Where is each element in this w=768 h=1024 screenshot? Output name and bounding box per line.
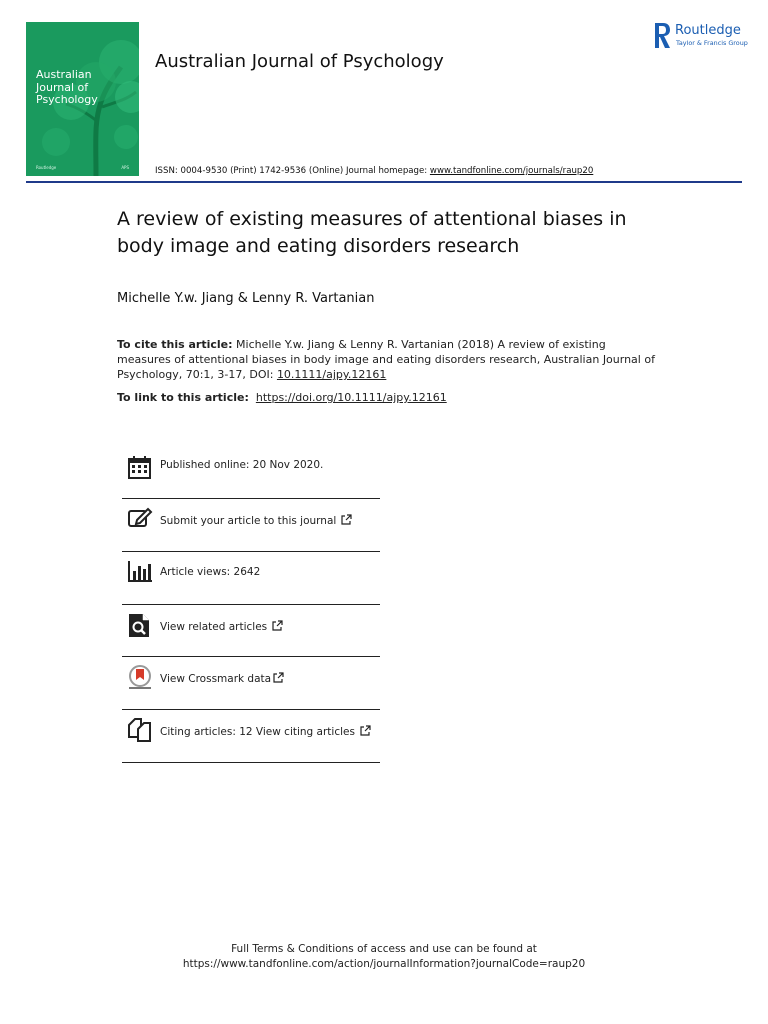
documents-icon: [127, 717, 153, 743]
crossmark-row[interactable]: [122, 657, 380, 709]
terms-text: Full Terms & Conditions of access and use can be found at: [231, 943, 537, 955]
related-articles-row[interactable]: [122, 605, 380, 657]
doi-link[interactable]: 10.1111/ajpy.12161: [276, 368, 387, 381]
journal-name: Australian Journal of Psychology: [155, 51, 444, 72]
document-search-icon: [127, 612, 153, 638]
journal-cover: [26, 22, 139, 176]
published-online-label: Published online: 20 Nov 2020.: [160, 459, 324, 471]
crossmark-icon: [127, 665, 153, 691]
issn-line: [155, 166, 593, 176]
cover-society: APS: [121, 165, 129, 170]
citing-articles-row[interactable]: [122, 710, 380, 762]
cover-title: Australian Journal of Psychology: [36, 68, 98, 106]
submit-article-link[interactable]: Submit your article to this journal: [160, 514, 352, 527]
bar-chart-icon: [127, 558, 153, 584]
article-views-row: [122, 552, 380, 604]
article-views-label: Article views: 2642: [160, 566, 261, 578]
related-articles-link[interactable]: View related articles: [160, 620, 283, 633]
external-link-icon: [360, 725, 371, 736]
article-link-line: [117, 391, 447, 404]
citation-text: Michelle Y.w. Jiang & Lenny R. Vartanian (2018) A review of existing measures of attentional biases in body image and eating disorders research, Australian Journal of Psychology, 70:1, 3-17, DOI:: [117, 338, 655, 381]
publisher-group: Taylor & Francis Group: [676, 39, 748, 47]
citing-articles-link[interactable]: Citing articles: 12 View citing articles: [160, 725, 371, 738]
published-row: [122, 448, 380, 500]
article-url-link[interactable]: https://doi.org/10.1111/ajpy.12161: [255, 391, 447, 404]
header-divider: [26, 181, 742, 183]
link-label: To link to this article:: [117, 391, 249, 404]
citation-block: [117, 337, 657, 382]
external-link-icon: [272, 620, 283, 631]
external-link-icon: [273, 672, 284, 683]
calendar-icon: [127, 454, 153, 480]
pencil-edit-icon: [127, 505, 153, 531]
article-authors: Michelle Y.w. Jiang & Lenny R. Vartanian: [117, 291, 375, 306]
cover-publisher: Routledge: [36, 165, 57, 170]
routledge-logo-icon: [654, 22, 671, 49]
citation-label: To cite this article:: [117, 338, 233, 351]
divider: [122, 762, 380, 763]
publisher-name: Routledge: [675, 23, 741, 38]
terms-footer: [0, 942, 768, 972]
article-title: A review of existing measures of attentional biases in body image and eating disorders research: [117, 208, 627, 257]
external-link-icon: [341, 514, 352, 525]
terms-url[interactable]: https://www.tandfonline.com/action/journalInformation?journalCode=raup20: [182, 958, 586, 970]
publisher-logo[interactable]: [654, 22, 746, 50]
issn-text: ISSN: 0004-9530 (Print) 1742-9536 (Online) Journal homepage:: [155, 166, 430, 176]
crossmark-link[interactable]: View Crossmark data: [160, 672, 284, 685]
submit-article-row[interactable]: [122, 499, 380, 551]
journal-homepage-link[interactable]: www.tandfonline.com/journals/raup20: [429, 166, 594, 176]
